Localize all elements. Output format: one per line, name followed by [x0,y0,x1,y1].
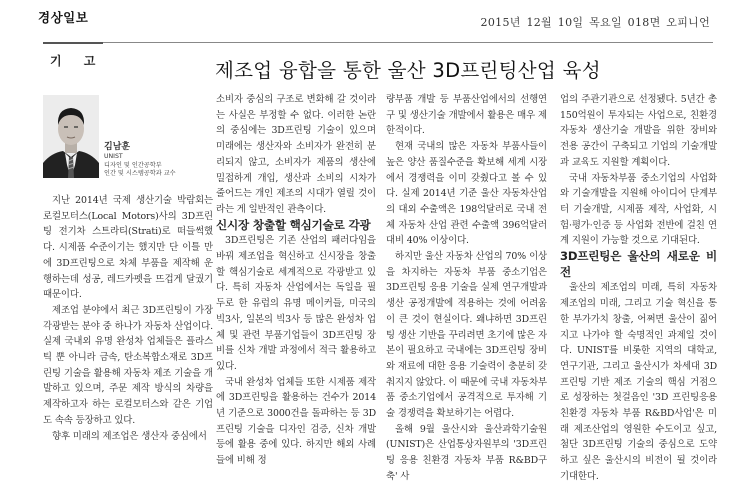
header-rule-thick [43,42,103,44]
subheading: 신시장 창출할 핵심기술로 각광 [216,217,371,232]
paragraph: 3D프린팅은 기존 산업의 패러다임을 바꿔 제조업을 혁신하고 신시장을 창출할 핵심기술로 세계적으로 각광받고 있다. 특히 자동차 산업에서는 독일을 필두로 한 유럽의 유명 메이커들, 미국의 빅3사, 일본의 빅3사 등 많은 완성차 업체 및 관련 부품기업들이 3D프린팅 장비를 신차 개발 과정에서 적극 활용하고 있다. [216,235,376,372]
author-name: 김남훈 [104,142,131,152]
header-rule [103,42,713,43]
paragraph: 지난 2014년 국제 생산기술 박람회는 로컬모터스(Local Motors)사의 3D프린팅 전기차 스트라티(Strati)로 떠들썩했다. 시제품 수준이기는 했지만 단 이틀 만에 3D프린팅으로 차체 부품을 제작해 운행하는데 성공, 레드카펫을 뜨겁게 달궜기 때문이다. [43,195,213,301]
author-affiliation-title: 인간 및 시스템공학과 교수 [104,170,176,177]
article-column-2 [216,92,376,469]
article-column-1 [43,193,213,444]
paragraph: 제조업 분야에서 최근 3D프린팅이 가장 각광받는 분야 중 하나가 자동차 산업이다. 실제 국내외 유명 완성차 업체들은 플라스틱 뿐 아니라 금속, 탄소복합소재로 3D프린팅 기술을 활용해 자동차 제조 기술을 개발하고 있으며, 주문 제작 방식의 차량을 제작하고자 하는 로컬모터스와 같은 기업도 속속 등장하고 있다. [43,304,213,426]
paragraph: 국내 자동차부품 중소기업의 사업화와 기술개발을 지원해 아이디어 단계부터 기술개발, 시제품 제작, 사업화, 시험·평가·인증 등 사업화 전반에 걸친 연계 지원이 가능할 것으로 기대된다. [560,172,717,247]
paragraph: 현재 국내의 많은 자동차 부품사들이 높은 양산 품질수준을 확보해 세계 시장에서 경쟁력을 이미 갖췄다고 볼 수 있다. 실제 2014년 기준 울산 자동차산업의 대외 수출액은 198억달러로 국내 전체 자동차 산업 관련 수출액 396억달러 대비 40% 이상이다. [386,141,547,247]
paragraph: 하지만 울산 자동차 산업의 70% 이상을 차지하는 자동차 부품 중소기업은 3D프린팅 응용 기술을 실제 연구개발과 생산 공정개발에 적용하는 것에 어려움이 큰 것이 현실이다. 왜냐하면 3D프린팅 생산 기반을 꾸리려면 초기에 많은 자본이 필요하고 국내에는 3D프린팅 장비와 재료에 대한 응용 기술력이 충분히 갖춰지지 않았다. 이 때문에 국내 자동차부품 중소기업에서 공격적으로 투자해 기술 경쟁력을 확보하기는 어렵다. [386,251,547,420]
paragraph: 국내 완성차 업체들 또한 시제품 제작에 3D프린팅을 활용하는 건수가 2014년 기준으로 3000건을 돌파하는 등 3D프린팅 기술을 디자인 검증, 신차 개발 등에 활용 중에 있다. 하지만 해외 사례들에 비해 정 [216,376,376,467]
author-byline [104,142,176,179]
dateline: 2015년 12월 10일 목요일 018면 오피니언 [480,16,710,29]
paragraph: 량부품 개발 등 부품산업에서의 선행연구 및 생산기술 개발에서 활용은 매우 제한적이다. [386,94,547,137]
section-label: 기 고 [50,54,96,68]
subheading: 3D프린팅은 울산의 새로운 비전 [560,249,717,279]
article-column-4 [560,92,717,485]
paragraph: 울산의 제조업의 미래, 특히 자동차 제조업의 미래, 그리고 기술 혁신을 통한 부가가치 창출, 어쩌면 울산이 짊어지고 나가야 할 숙명적인 과제일 것이다. UNIST를 비롯한 지역의 대학교, 연구기관, 그리고 울산시가 차세대 3D프린팅 기반 제조 기술의 핵심 거점으로 성장하는 첫걸음인 '3D 프린팅응용 친환경 자동차 부품 R&BD사업'은 미래 제조산업의 영원한 수도이고 싶고, 첨단 3D프린팅 기술의 중심으로 도약하고 싶은 울산시의 비전이 될 것이라 기대한다. [560,282,717,482]
paragraph: 업의 주관기관으로 선정됐다. 5년간 총 150억원이 투자되는 사업으로, 친환경 자동차 생산기술 개발을 위한 장비와 전용 공간이 구축되고 기업의 기술개발과 교육도 지원할 계획이다. [560,94,717,168]
author-photo [43,95,99,178]
article-column-3 [386,92,547,485]
author-affiliation-department: 디자인 및 인간공학부 [104,161,162,169]
article-headline: 제조업 융합을 통한 울산 3D프린팅산업 육성 [215,59,601,82]
paragraph: 소비자 중심의 구조로 변화해 갈 것이라는 사실은 부정할 수 없다. 이러한 논란의 중심에는 3D프린팅 기술이 있으며 미래에는 생산자와 소비자가 완전히 분리되지 않고, 소비자가 제품의 생산에 밀접하게 개입, 생산과 소비의 시차가 줄어드는 개인 제조의 시대가 열릴 것이라는 게 일반적인 관측이다. [216,94,376,215]
newspaper-masthead: 경상일보 [38,10,89,25]
author-portrait-icon [43,95,99,178]
paragraph: 올해 9월 울산시와 울산과학기술원(UNIST)은 산업통상자원부의 '3D프린팅 응용 친환경 자동차 부품 R&BD구축' 사 [386,423,547,482]
author-affiliation-university: UNIST [104,153,123,160]
paragraph: 향후 미래의 제조업은 생산자 중심에서 [52,430,207,442]
